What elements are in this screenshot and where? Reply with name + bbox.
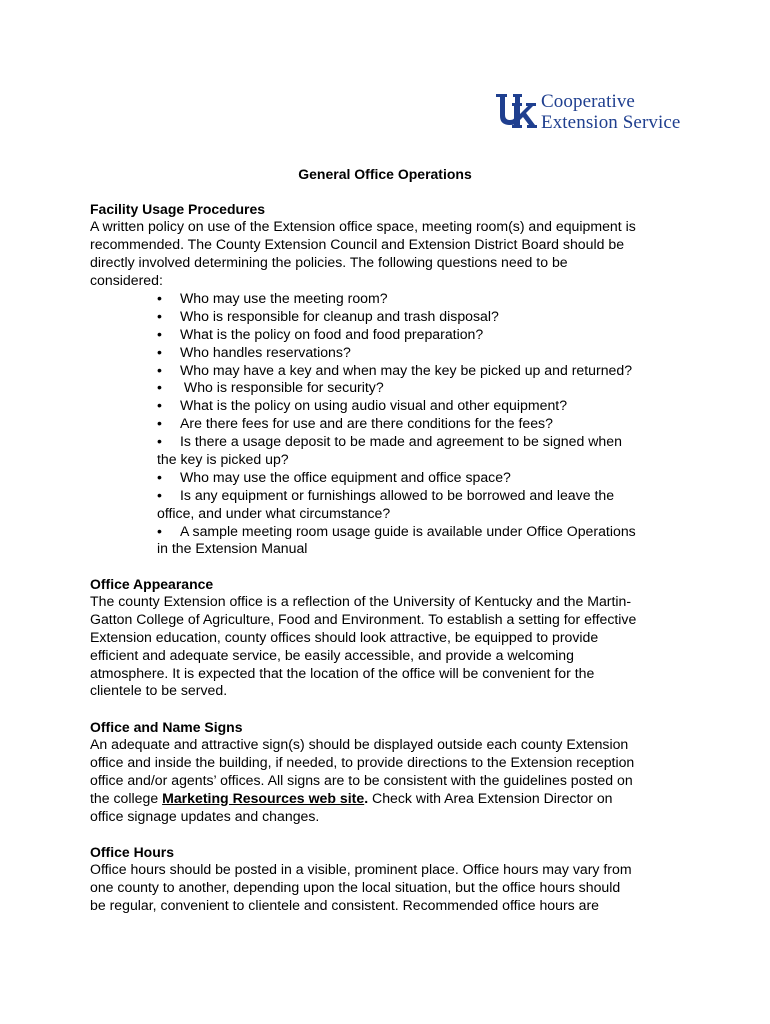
list-item: •Who may have a key and when may the key be picked up and returned? xyxy=(157,362,697,380)
office-signs-paragraph xyxy=(90,736,690,825)
bullet-icon xyxy=(157,469,180,487)
paragraph-line: the college Marketing Resources web site. Check with Area Extension Director on xyxy=(90,789,613,806)
list-item: •Are there fees for use and are there conditions for the fees? xyxy=(157,415,697,433)
paragraph-line: clientele to be served. xyxy=(90,682,228,699)
logo-wordmark xyxy=(541,91,680,133)
logo-line-1: Cooperative xyxy=(541,91,635,112)
paragraph-line: office and/or agents’ offices. All signs are to be consistent with the guidelines posted on xyxy=(90,771,633,788)
paragraph-line: Gatton College of Agriculture, Food and Environment. To establish a setting for effective xyxy=(90,610,637,627)
list-item: •Is there a usage deposit to be made and agreement to be signed when xyxy=(157,433,697,451)
uk-logo-icon xyxy=(495,91,539,131)
list-item: •Who is responsible for cleanup and trash disposal? xyxy=(157,308,697,326)
list-item: •Who may use the office equipment and office space? xyxy=(157,469,697,487)
list-item: •What is the policy on using audio visual and other equipment? xyxy=(157,397,697,415)
bullet-icon xyxy=(157,487,180,505)
paragraph-line: be regular, convenient to clientele and consistent. Recommended office hours are xyxy=(90,896,599,913)
paragraph-line: considered: xyxy=(90,271,163,288)
list-item-continuation: in the Extension Manual xyxy=(157,540,308,557)
facility-usage-heading: Facility Usage Procedures xyxy=(90,201,266,217)
office-appearance-heading: Office Appearance xyxy=(90,576,214,592)
list-item: •A sample meeting room usage guide is available under Office Operations xyxy=(157,523,697,541)
paragraph-line: atmosphere. It is expected that the location of the office will be convenient for the xyxy=(90,664,595,681)
bullet-icon xyxy=(157,379,180,397)
bullet-icon xyxy=(157,433,180,451)
office-appearance-paragraph xyxy=(90,593,690,700)
document-title: General Office Operations xyxy=(298,166,472,182)
paragraph-line: office signage updates and changes. xyxy=(90,807,320,824)
bullet-icon xyxy=(157,397,180,415)
list-item: •Is any equipment or furnishings allowed to be borrowed and leave the xyxy=(157,487,697,505)
list-item: •Who handles reservations? xyxy=(157,344,697,362)
list-item-continuation: the key is picked up? xyxy=(157,451,289,468)
marketing-resources-link[interactable]: Marketing Resources web site xyxy=(162,789,365,806)
paragraph-line: The county Extension office is a reflection of the University of Kentucky and the Martin- xyxy=(90,593,632,609)
paragraph-line: one county to another, depending upon the local situation, but the office hours should xyxy=(90,878,621,895)
bullet-icon xyxy=(157,308,180,326)
list-item: • Who is responsible for security? xyxy=(157,379,697,397)
list-item: •Who may use the meeting room? xyxy=(157,290,697,308)
paragraph-line: An adequate and attractive sign(s) should be displayed outside each county Extension xyxy=(90,736,629,752)
bullet-icon xyxy=(157,523,180,541)
facility-usage-paragraph xyxy=(90,218,690,290)
paragraph-line: A written policy on use of the Extension office space, meeting room(s) and equipment is xyxy=(90,218,636,234)
bullet-icon xyxy=(157,362,180,380)
bullet-icon xyxy=(157,290,180,308)
paragraph-line: Office hours should be posted in a visible, prominent place. Office hours may vary from xyxy=(90,861,632,877)
list-item: •What is the policy on food and food preparation? xyxy=(157,326,697,344)
office-signs-heading: Office and Name Signs xyxy=(90,719,243,735)
paragraph-line: recommended. The County Extension Council and Extension District Board should be xyxy=(90,235,625,252)
paragraph-line: directly involved determining the policies. The following questions need to be xyxy=(90,253,568,270)
paragraph-line: office and inside the building, if needed, to provide directions to the Extension reception xyxy=(90,753,635,770)
office-hours-heading: Office Hours xyxy=(90,844,175,860)
list-item-continuation: office, and under what circumstance? xyxy=(157,504,391,521)
paragraph-line: efficient and adequate service, be easily accessible, and provide a welcoming xyxy=(90,646,574,663)
facility-questions-list xyxy=(157,290,697,558)
uk-cooperative-extension-logo xyxy=(495,91,710,131)
bullet-icon xyxy=(157,326,180,344)
bullet-icon xyxy=(157,344,180,362)
paragraph-line: Extension education, county offices should look attractive, be equipped to provide xyxy=(90,628,599,645)
bullet-icon xyxy=(157,415,180,433)
office-hours-paragraph xyxy=(90,861,690,915)
logo-line-2: Extension Service xyxy=(541,112,681,133)
